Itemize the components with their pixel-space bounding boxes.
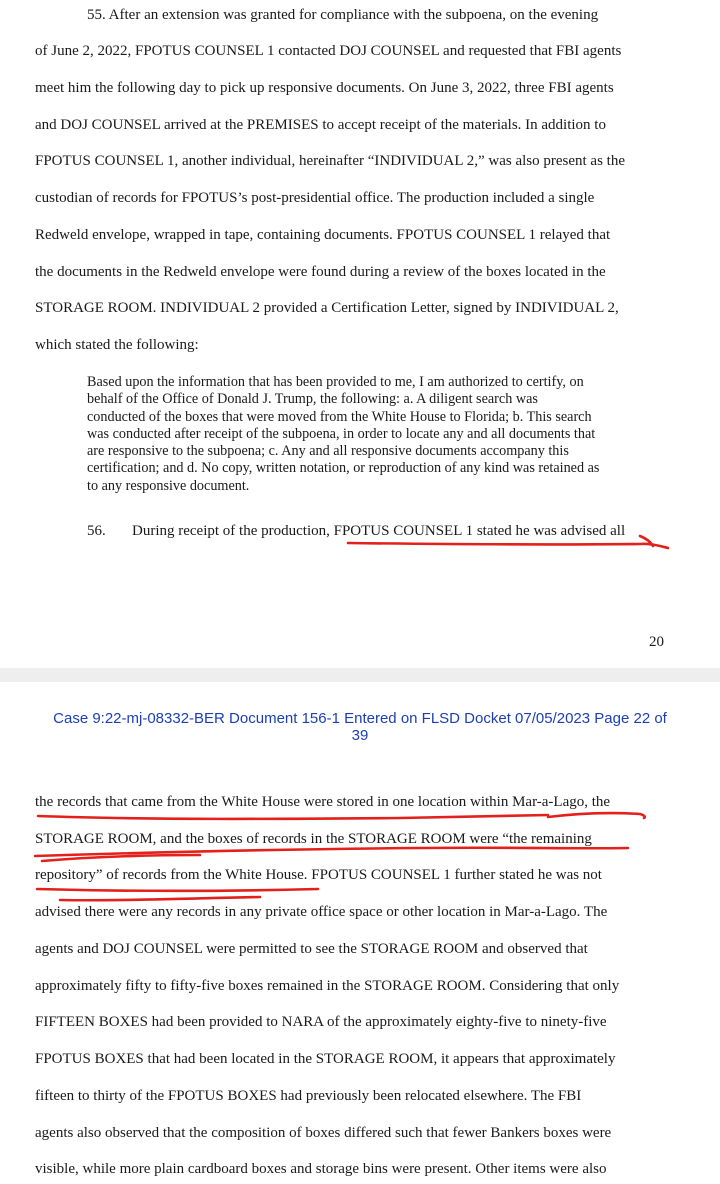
case-header-line-2: 39 xyxy=(351,727,369,744)
quote-line: conducted of the boxes that were moved from the White House to Florida; b. This search xyxy=(87,408,592,425)
paragraph-55-line-6: custodian of records for FPOTUS’s post-presidential office. The production included a single xyxy=(35,190,595,206)
paragraph-55-line-8: the documents in the Redweld envelope were found during a review of the boxes located in the xyxy=(35,264,606,280)
paragraph-56-text: During receipt of the production, FPOTUS COUNSEL 1 stated he was advised all xyxy=(132,523,626,539)
quote-line: are responsive to the subpoena; c. Any and all responsive documents accompany this xyxy=(87,443,569,460)
page-22-line-2: STORAGE ROOM, and the boxes of records in the STORAGE ROOM were “the remaining xyxy=(35,831,592,847)
certification-quote xyxy=(87,374,687,495)
page-22-line-9: fifteen to thirty of the FPOTUS BOXES had previously been relocated elsewhere. The FBI xyxy=(35,1088,582,1104)
quote-line: Based upon the information that has been provided to me, I am authorized to certify, on xyxy=(87,374,584,390)
paragraph-55-line-1: 55. After an extension was granted for compliance with the subpoena, on the evening xyxy=(87,7,599,23)
document-page-22 xyxy=(0,682,720,1184)
quote-line: behalf of the Office of Donald J. Trump, the following: a. A diligent search was xyxy=(87,391,538,408)
paragraph-56-number: 56. xyxy=(87,523,106,539)
page-22-line-4: advised there were any records in any private office space or other location in Mar-a-Lago. The xyxy=(35,904,608,920)
paragraph-55-line-4: and DOJ COUNSEL arrived at the PREMISES to accept receipt of the materials. In addition to xyxy=(35,117,606,133)
case-header xyxy=(0,710,720,744)
paragraph-55-line-3: meet him the following day to pick up responsive documents. On June 3, 2022, three FBI agents xyxy=(35,80,614,96)
quote-line: to any responsive document. xyxy=(87,477,250,494)
page-22-line-11: visible, while more plain cardboard boxes and storage bins were present. Other items were also xyxy=(35,1161,607,1177)
paragraph-55-line-9: STORAGE ROOM. INDIVIDUAL 2 provided a Certification Letter, signed by INDIVIDUAL 2, xyxy=(35,300,619,316)
quote-line: was conducted after receipt of the subpoena, in order to locate any and all documents that xyxy=(87,425,596,442)
paragraph-56 xyxy=(87,521,625,541)
page-22-line-1: the records that came from the White House were stored in one location within Mar-a-Lago, the xyxy=(35,794,611,810)
page-22-line-6: approximately fifty to fifty-five boxes remained in the STORAGE ROOM. Considering that only xyxy=(35,978,620,994)
page-22-line-5: agents and DOJ COUNSEL were permitted to see the STORAGE ROOM and observed that xyxy=(35,941,588,957)
case-header-line-1: Case 9:22-mj-08332-BER Document 156-1 Entered on FLSD Docket 07/05/2023 Page 22 of xyxy=(53,710,667,727)
page-separator xyxy=(0,668,720,682)
page-22-line-3: repository” of records from the White House. FPOTUS COUNSEL 1 further stated he was not xyxy=(35,867,602,883)
paragraph-55-line-5: FPOTUS COUNSEL 1, another individual, hereinafter “INDIVIDUAL 2,” was also present as the xyxy=(35,153,626,169)
paragraph-55-line-10: which stated the following: xyxy=(35,337,199,353)
page-22-line-8: FPOTUS BOXES that had been located in the STORAGE ROOM, it appears that approximately xyxy=(35,1051,616,1067)
page-number: 20 xyxy=(649,634,664,650)
page-22-line-7: FIFTEEN BOXES had been provided to NARA of the approximately eighty-five to ninety-five xyxy=(35,1014,607,1030)
paragraph-55-line-7: Redweld envelope, wrapped in tape, containing documents. FPOTUS COUNSEL 1 relayed that xyxy=(35,227,611,243)
quote-line: certification; and d. No copy, written notation, or reproduction of any kind was retained as xyxy=(87,460,600,477)
page-22-line-10: agents also observed that the composition of boxes differed such that fewer Bankers boxes were xyxy=(35,1125,612,1141)
paragraph-55-line-2: of June 2, 2022, FPOTUS COUNSEL 1 contacted DOJ COUNSEL and requested that FBI agents xyxy=(35,43,622,59)
